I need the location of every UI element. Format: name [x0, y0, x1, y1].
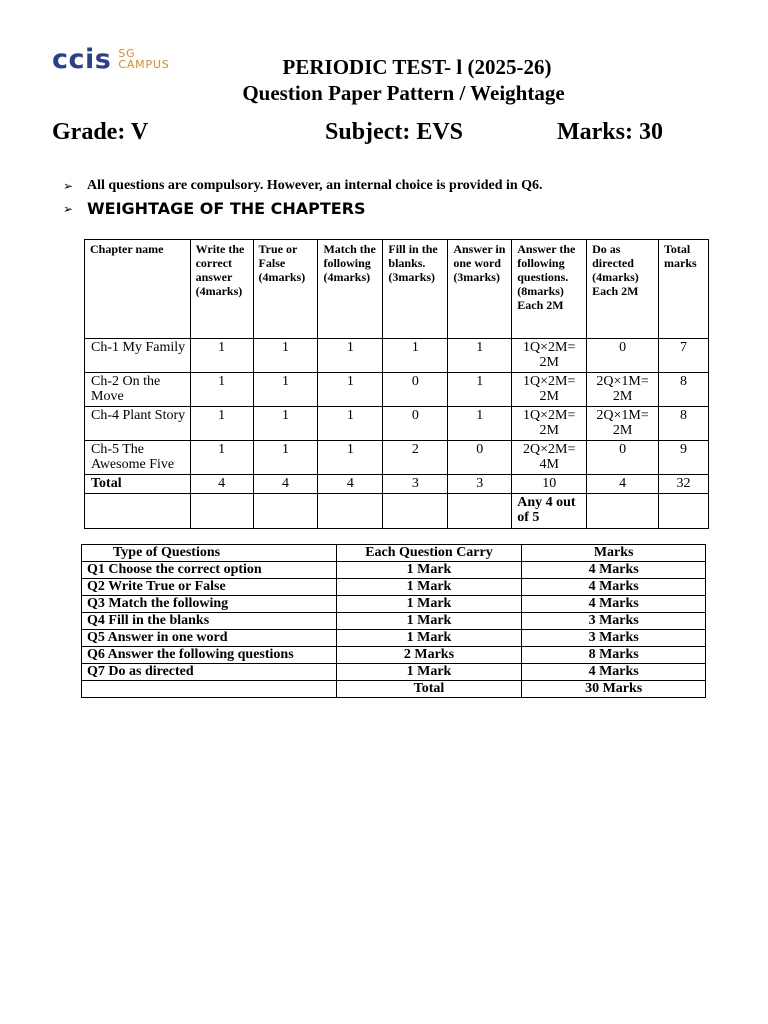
- column-header: Total marks: [659, 240, 709, 339]
- table-cell: 0: [587, 441, 659, 475]
- table-cell: Q4 Fill in the blanks: [82, 613, 337, 630]
- table-cell: [448, 494, 512, 529]
- table-cell: [82, 681, 337, 698]
- table-row: [85, 441, 709, 475]
- table-cell: [253, 494, 318, 529]
- table-cell: 2 Marks: [336, 647, 522, 664]
- table-cell: 1: [318, 441, 383, 475]
- table-cell: [587, 494, 659, 529]
- table-cell: 1 Mark: [336, 579, 522, 596]
- table-cell: 1: [448, 339, 512, 373]
- table-cell: 1: [190, 373, 253, 407]
- table-header-row: [85, 240, 709, 339]
- column-header: Write the correct answer (4marks): [190, 240, 253, 339]
- choice-note: Any 4 out of 5: [512, 494, 587, 529]
- total-label: Total: [85, 475, 191, 494]
- column-header: Chapter name: [85, 240, 191, 339]
- table-cell: Ch-4 Plant Story: [85, 407, 191, 441]
- table-cell: Q5 Answer in one word: [82, 630, 337, 647]
- table-cell: Ch-5 The Awesome Five: [85, 441, 191, 475]
- table-cell: 4: [253, 475, 318, 494]
- question-types-table: [81, 544, 706, 698]
- column-header: True or False (4marks): [253, 240, 318, 339]
- table-cell: Q2 Write True or False: [82, 579, 337, 596]
- table-cell: 1Q×2M= 2M: [512, 407, 587, 441]
- arrow-bullet-icon: ➢: [63, 179, 74, 193]
- table-row: [82, 613, 706, 630]
- table-cell: 3 Marks: [522, 630, 706, 647]
- table-cell: 4: [318, 475, 383, 494]
- logo-wordmark: ccis: [52, 43, 112, 75]
- table-cell: Ch-2 On the Move: [85, 373, 191, 407]
- table-cell: 1Q×2M= 2M: [512, 339, 587, 373]
- table-row: [82, 579, 706, 596]
- table-cell: 4 Marks: [522, 579, 706, 596]
- table-cell: 4 Marks: [522, 664, 706, 681]
- logo-sub-line2: CAMPUS: [118, 58, 170, 71]
- chapter-weightage-table: [84, 239, 709, 529]
- table-cell: 1Q×2M= 2M: [512, 373, 587, 407]
- table-cell: [659, 494, 709, 529]
- table-cell: [190, 494, 253, 529]
- table-cell: 4: [190, 475, 253, 494]
- table-header-row: [82, 545, 706, 562]
- table-cell: 1: [253, 441, 318, 475]
- table-cell: 4: [587, 475, 659, 494]
- table-row: [82, 664, 706, 681]
- table-cell: 4 Marks: [522, 562, 706, 579]
- table-cell: 1: [190, 407, 253, 441]
- table-cell: 8 Marks: [522, 647, 706, 664]
- column-header: Answer the following questions. (8marks) Each 2M: [512, 240, 587, 339]
- total-marks: 30 Marks: [522, 681, 706, 698]
- table-cell: 2Q×1M= 2M: [587, 407, 659, 441]
- table-cell: 2Q×1M= 2M: [587, 373, 659, 407]
- column-header: Each Question Carry: [336, 545, 522, 562]
- table-cell: Q7 Do as directed: [82, 664, 337, 681]
- table-cell: Q1 Choose the correct option: [82, 562, 337, 579]
- table-cell: 0: [383, 373, 448, 407]
- table-cell: 0: [448, 441, 512, 475]
- table-cell: 1 Mark: [336, 630, 522, 647]
- table-cell: 1: [318, 407, 383, 441]
- table-row: [82, 630, 706, 647]
- table-cell: 1 Mark: [336, 613, 522, 630]
- table-cell: 1: [253, 373, 318, 407]
- table-cell: 10: [512, 475, 587, 494]
- table-cell: 9: [659, 441, 709, 475]
- column-header: Do as directed (4marks) Each 2M: [587, 240, 659, 339]
- table-cell: 7: [659, 339, 709, 373]
- table-cell: 2Q×2M= 4M: [512, 441, 587, 475]
- table-cell: 1: [448, 407, 512, 441]
- table-cell: 1: [383, 339, 448, 373]
- table-cell: 3: [383, 475, 448, 494]
- table-cell: 0: [383, 407, 448, 441]
- test-title: PERIODIC TEST- l (2025-26): [282, 55, 552, 79]
- total-label: Total: [336, 681, 522, 698]
- table-cell: Ch-1 My Family: [85, 339, 191, 373]
- table-cell: 3: [448, 475, 512, 494]
- table-cell: Q3 Match the following: [82, 596, 337, 613]
- choice-row: [85, 494, 709, 529]
- instruction-text: All questions are compulsory. However, an internal choice is provided in Q6.: [87, 178, 543, 193]
- table-cell: 1: [190, 441, 253, 475]
- column-header: Answer in one word (3marks): [448, 240, 512, 339]
- table-cell: [383, 494, 448, 529]
- table-row: [85, 373, 709, 407]
- table-cell: [318, 494, 383, 529]
- table-cell: 1: [253, 339, 318, 373]
- table-cell: 3 Marks: [522, 613, 706, 630]
- column-header: Type of Questions: [82, 545, 337, 562]
- table-row: [82, 647, 706, 664]
- column-header: Marks: [522, 545, 706, 562]
- instruction-note: [63, 178, 543, 194]
- table-cell: 1: [448, 373, 512, 407]
- table-cell: 8: [659, 407, 709, 441]
- table-cell: 1: [190, 339, 253, 373]
- grade-label: Grade: V: [52, 119, 149, 145]
- marks-label: Marks: 30: [557, 119, 663, 145]
- weightage-heading: [63, 199, 366, 218]
- table-cell: 1 Mark: [336, 562, 522, 579]
- table-cell: 2: [383, 441, 448, 475]
- table-cell: [85, 494, 191, 529]
- total-row: [85, 475, 709, 494]
- column-header: Match the following (4marks): [318, 240, 383, 339]
- logo-sub-line1: SG: [118, 47, 136, 60]
- table-cell: 1: [253, 407, 318, 441]
- table-row: [82, 596, 706, 613]
- arrow-bullet-icon: ➢: [63, 201, 74, 216]
- table-cell: 32: [659, 475, 709, 494]
- table-cell: 0: [587, 339, 659, 373]
- table-row: [82, 562, 706, 579]
- weightage-heading-text: WEIGHTAGE OF THE CHAPTERS: [87, 199, 366, 218]
- table-cell: 1 Mark: [336, 596, 522, 613]
- table-row: [85, 339, 709, 373]
- table-row: [85, 407, 709, 441]
- table-cell: 8: [659, 373, 709, 407]
- table-cell: 1: [318, 373, 383, 407]
- column-header: Fill in the blanks. (3marks): [383, 240, 448, 339]
- subject-label: Subject: EVS: [325, 119, 464, 145]
- table-cell: 1: [318, 339, 383, 373]
- table-cell: 1 Mark: [336, 664, 522, 681]
- total-row: [82, 681, 706, 698]
- table-cell: Q6 Answer the following questions: [82, 647, 337, 664]
- table-cell: 4 Marks: [522, 596, 706, 613]
- paper-pattern-title: Question Paper Pattern / Weightage: [242, 81, 565, 105]
